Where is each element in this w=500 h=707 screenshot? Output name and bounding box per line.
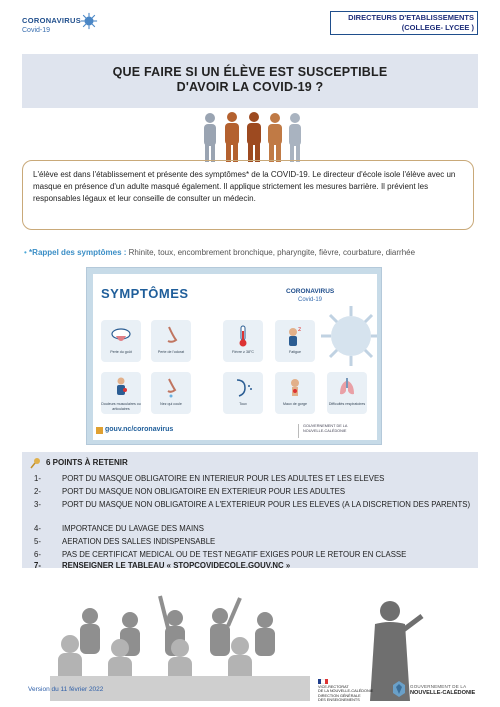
logo-title: CORONAVIRUS (22, 16, 81, 25)
reminder-text: Rhinite, toux, encombrement bronchique, pharyngite, fièvre, courbature, diarrhée (128, 248, 416, 257)
tongue-icon (109, 324, 133, 348)
svg-text:z: z (298, 326, 302, 333)
symptom-tile-fever (223, 320, 263, 362)
cough-icon (231, 376, 255, 400)
key-point-number: 7- (34, 561, 41, 570)
symptom-label: Maux de gorge (283, 402, 307, 406)
runny-nose-icon (159, 376, 183, 400)
reminder-bullet: • (24, 248, 27, 257)
key-point-item (34, 486, 346, 497)
french-flag-icon (318, 679, 328, 684)
key-point-item (34, 523, 204, 534)
key-point-text: PAS DE CERTIFICAT MEDICAL OU DE TEST NEGATIF EXIGES POUR LE RETOUR EN CLASSE (62, 550, 407, 559)
key-point-number: 1- (34, 474, 41, 483)
symptoms-footer (93, 422, 377, 440)
situation-text: L'élève est dans l'établissement et présente des symptômes* de la COVID-19. Le directeur d'école isole l'élève avec un masque en présence d'un adulte masqué également. Il applique strictement les mesures barrière. Il prévient les responsables légaux et leur conseille de consulter un médecin. (33, 170, 456, 203)
symptoms-logo-subtitle: Covid-19 (298, 297, 323, 303)
symptom-tile-runny-nose (151, 372, 191, 414)
link-icon (96, 427, 103, 434)
key-point-text: PORT DU MASQUE NON OBLIGATOIRE EN EXTERIEUR POUR LES ADULTES (62, 487, 346, 496)
key-point-text: RENSEIGNER LE TABLEAU « STOPCOVIDECOLE.GOUV.NC » (62, 561, 291, 570)
key-point-item (34, 536, 216, 547)
audience-line1: DIRECTEURS D'ETABLISSEMENTS (348, 13, 474, 22)
vr-line4: DES ENSEIGNEMENTS (318, 698, 360, 703)
symptoms-gov-line1: GOUVERNEMENT DE LA (303, 424, 348, 428)
body-pain-icon (109, 376, 133, 400)
symptom-label: Fièvre ≥ 38°C (232, 350, 254, 354)
version-date: Version du 11 février 2022 (28, 686, 104, 693)
masked-students-illustration (196, 110, 306, 162)
symptoms-gov-logo (298, 424, 373, 438)
symptom-label: Perte du goût (110, 350, 132, 354)
symptom-label: Fatigue (289, 350, 301, 354)
pin-icon (30, 457, 42, 469)
vice-rectorat-logo (318, 679, 382, 703)
gov-nc-logo (392, 680, 482, 700)
symptoms-reminder (24, 247, 474, 259)
symptom-label: Nez qui coule (160, 402, 182, 406)
symptoms-infographic (86, 267, 382, 445)
symptom-label: Douleurs musculaires ou articulaires (101, 402, 141, 411)
symptoms-title: SYMPTÔMES (101, 286, 189, 301)
reminder-label: *Rappel des symptômes : (29, 248, 127, 257)
classroom-illustration (50, 576, 445, 701)
symptom-tile-smell (151, 320, 191, 362)
gov-line1: GOUVERNEMENT DE LA (410, 684, 467, 689)
nose-icon (159, 324, 183, 348)
symptom-label: Difficultés respiratoires (328, 402, 366, 406)
key-point-item (34, 499, 471, 510)
key-points-title: 6 POINTS À RETENIR (46, 458, 128, 467)
situation-box (22, 160, 474, 230)
key-point-text: PORT DU MASQUE NON OBLIGATOIRE A L'EXTERIEUR POUR LES ELEVES (A LA DISCRETION DES PARENTS) (62, 500, 471, 509)
coronavirus-logo (22, 12, 112, 42)
symptoms-logo-title: CORONAVIRUS (286, 288, 335, 295)
key-point-text: IMPORTANCE DU LAVAGE DES MAINS (62, 524, 204, 533)
symptom-tile-breathing (327, 372, 367, 414)
key-point-item (34, 560, 291, 571)
audience-line2: (COLLEGE- LYCEE ) (401, 23, 474, 32)
lungs-icon (335, 376, 359, 400)
virus-illustration-icon (315, 300, 377, 372)
symptom-label: Perte de l'odorat (157, 350, 185, 354)
symptom-tile-throat (275, 372, 315, 414)
symptom-tile-cough (223, 372, 263, 414)
thermometer-icon (231, 324, 255, 348)
page-title-line2: D'AVOIR LA COVID-19 ? (176, 80, 324, 94)
key-point-number: 4- (34, 524, 41, 533)
key-point-number: 6- (34, 550, 41, 559)
gov-line2: NOUVELLE-CALÉDONIE (410, 690, 476, 696)
tired-person-icon (283, 324, 307, 348)
symptom-tile-muscle (101, 372, 141, 414)
symptom-tile-fatigue (275, 320, 315, 362)
key-point-number: 3- (34, 500, 41, 509)
symptoms-url: gouv.nc/coronavirus (105, 426, 174, 433)
symptom-label: Toux (239, 402, 247, 406)
key-point-text: AERATION DES SALLES INDISPENSABLE (62, 537, 216, 546)
key-point-number: 5- (34, 537, 41, 546)
key-point-text: PORT DU MASQUE OBLIGATOIRE EN INTERIEUR POUR LES ADULTES ET LES ELEVES (62, 474, 385, 483)
vr-line1: VICE-RECTORAT (318, 685, 349, 689)
page-title-line1: QUE FAIRE SI UN ÉLÈVE EST SUSCEPTIBLE (112, 65, 388, 79)
key-point-number: 2- (34, 487, 41, 496)
symptom-tile-taste (101, 320, 141, 362)
logo-subtitle: Covid-19 (22, 27, 51, 34)
key-point-item (34, 549, 407, 560)
sore-throat-icon (283, 376, 307, 400)
vr-line3: DIRECTION GÉNÉRALE (318, 693, 361, 698)
virus-icon (80, 12, 98, 30)
symptoms-gov-line2: NOUVELLE-CALÉDONIE (303, 428, 347, 433)
gov-emblem-icon (392, 681, 406, 697)
key-points-box (22, 452, 478, 568)
vr-line2: DE LA NOUVELLE-CALÉDONIE (318, 689, 374, 694)
key-point-item (34, 473, 385, 484)
page-title-box (22, 54, 478, 108)
audience-box (330, 11, 478, 35)
